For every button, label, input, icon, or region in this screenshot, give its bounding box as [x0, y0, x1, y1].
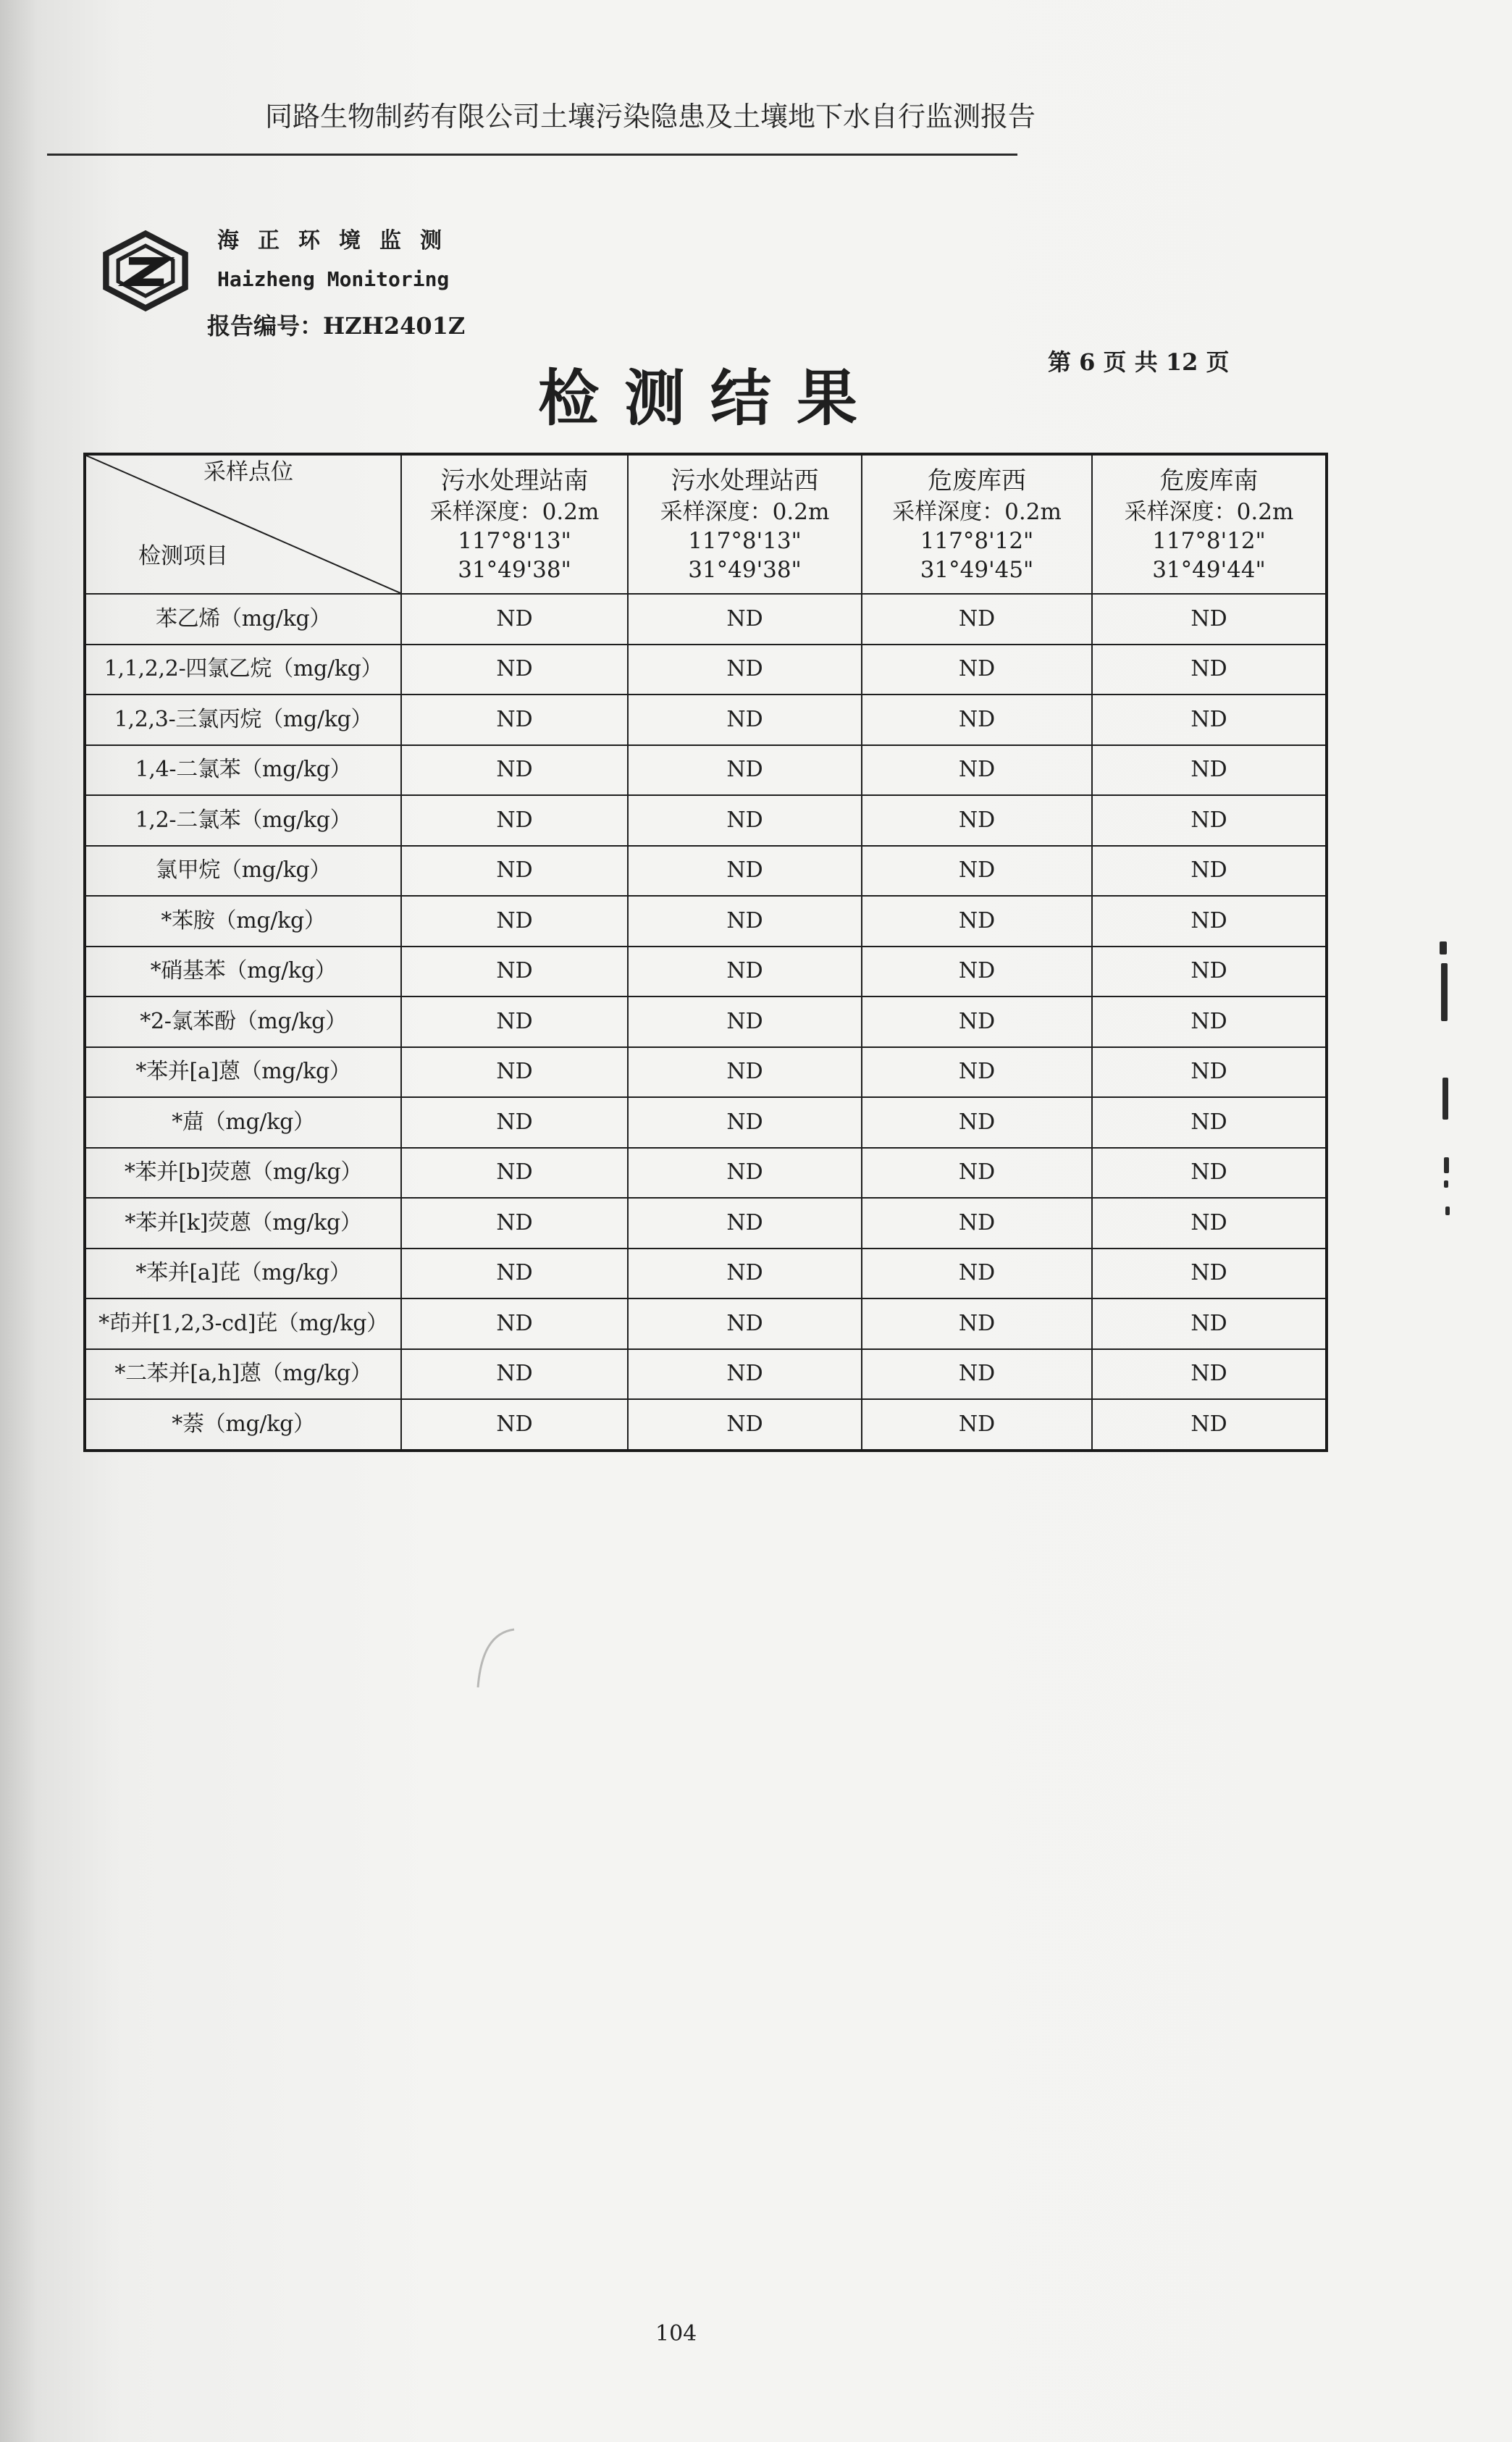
sampling-depth: 采样深度：0.2m: [429, 499, 600, 525]
value-cell: ND: [862, 846, 1092, 897]
sampling-site-name: 污水处理站西: [671, 466, 819, 495]
table-row: [85, 1298, 1327, 1349]
value-cell: ND: [1092, 1349, 1327, 1400]
value-cell: ND: [862, 1349, 1092, 1400]
value-cell: ND: [401, 1097, 628, 1148]
value-cell: ND: [1092, 1148, 1327, 1199]
sampling-depth: 采样深度：0.2m: [1124, 499, 1294, 525]
table-row: [85, 1198, 1327, 1249]
test-item-cell: 1,2-二氯苯（mg/kg）: [85, 795, 401, 846]
scan-mark: [1445, 1207, 1450, 1215]
report-header-title: 同路生物制药有限公司土壤污染隐患及土壤地下水自行监测报告: [265, 101, 1036, 133]
value-cell: ND: [862, 1148, 1092, 1199]
value-cell: ND: [628, 846, 862, 897]
value-cell: ND: [1092, 1298, 1327, 1349]
value-cell: ND: [628, 1097, 862, 1148]
test-item-cell: 氯甲烷（mg/kg）: [85, 846, 401, 897]
table-row: [85, 996, 1327, 1047]
value-cell: ND: [1092, 846, 1327, 897]
value-cell: ND: [1092, 1198, 1327, 1249]
value-cell: ND: [1092, 795, 1327, 846]
table-row: [85, 896, 1327, 947]
value-cell: ND: [628, 896, 862, 947]
value-cell: ND: [862, 1097, 1092, 1148]
table-row: [85, 695, 1327, 745]
value-cell: ND: [862, 947, 1092, 997]
value-cell: ND: [401, 1349, 628, 1400]
test-item-cell: 1,2,3-三氯丙烷（mg/kg）: [85, 695, 401, 745]
test-item-cell: *2-氯苯酚（mg/kg）: [85, 996, 401, 1047]
table-header-row: [85, 454, 1327, 594]
table-row: [85, 594, 1327, 645]
longitude: 117°8'13": [688, 528, 802, 554]
value-cell: ND: [628, 695, 862, 745]
value-cell: ND: [862, 1298, 1092, 1349]
table-row: [85, 947, 1327, 997]
table-row: [85, 1399, 1327, 1451]
test-item-cell: *苯并[b]荧蒽（mg/kg）: [85, 1148, 401, 1199]
value-cell: ND: [401, 1298, 628, 1349]
test-item-cell: *萘（mg/kg）: [85, 1399, 401, 1451]
scan-smudge: [463, 1622, 550, 1709]
scan-mark: [1444, 1180, 1448, 1188]
value-cell: ND: [628, 645, 862, 695]
table-row: [85, 1148, 1327, 1199]
value-cell: ND: [401, 846, 628, 897]
value-cell: ND: [628, 745, 862, 796]
column-header: [1092, 454, 1327, 594]
value-cell: ND: [628, 1047, 862, 1098]
value-cell: ND: [628, 1148, 862, 1199]
value-cell: ND: [1092, 745, 1327, 796]
table-row: [85, 1047, 1327, 1098]
table-row: [85, 1249, 1327, 1299]
value-cell: ND: [862, 896, 1092, 947]
value-cell: ND: [628, 947, 862, 997]
value-cell: ND: [628, 594, 862, 645]
test-item-cell: *苯胺（mg/kg）: [85, 896, 401, 947]
corner-label-sampling-site: 采样点位: [203, 459, 293, 485]
value-cell: ND: [862, 996, 1092, 1047]
table-row: [85, 846, 1327, 897]
test-item-cell: *茚并[1,2,3-cd]芘（mg/kg）: [85, 1298, 401, 1349]
value-cell: ND: [862, 1399, 1092, 1451]
value-cell: ND: [862, 795, 1092, 846]
value-cell: ND: [628, 996, 862, 1047]
value-cell: ND: [1092, 1249, 1327, 1299]
value-cell: ND: [1092, 947, 1327, 997]
value-cell: ND: [401, 1249, 628, 1299]
column-header: [628, 454, 862, 594]
haizheng-logo-icon: [100, 229, 191, 313]
value-cell: ND: [628, 1198, 862, 1249]
test-item-cell: 1,4-二氯苯（mg/kg）: [85, 745, 401, 796]
value-cell: ND: [862, 695, 1092, 745]
value-cell: ND: [628, 1399, 862, 1451]
value-cell: ND: [862, 594, 1092, 645]
company-name-cn: 海正环境监测: [217, 228, 461, 253]
value-cell: ND: [628, 1249, 862, 1299]
test-item-cell: *二苯并[a,h]蒽（mg/kg）: [85, 1349, 401, 1400]
table-row: [85, 1349, 1327, 1400]
value-cell: ND: [628, 795, 862, 846]
scan-mark: [1442, 1078, 1448, 1120]
sampling-depth: 采样深度：0.2m: [660, 499, 830, 525]
table-row: [85, 745, 1327, 796]
test-item-cell: 1,1,2,2-四氯乙烷（mg/kg）: [85, 645, 401, 695]
scan-mark: [1441, 963, 1448, 1021]
value-cell: ND: [628, 1298, 862, 1349]
results-table: [83, 453, 1328, 1452]
value-cell: ND: [401, 896, 628, 947]
sampling-depth: 采样深度：0.2m: [892, 499, 1062, 525]
value-cell: ND: [401, 947, 628, 997]
table-row: [85, 1097, 1327, 1148]
value-cell: ND: [862, 1047, 1092, 1098]
value-cell: ND: [862, 745, 1092, 796]
longitude: 117°8'12": [920, 528, 1034, 554]
test-item-cell: *苯并[a]芘（mg/kg）: [85, 1249, 401, 1299]
value-cell: ND: [401, 1198, 628, 1249]
latitude: 31°49'38": [688, 557, 802, 583]
corner-label-test-item: 检测项目: [138, 543, 228, 569]
table-row: [85, 795, 1327, 846]
scan-mark: [1440, 941, 1447, 954]
test-item-cell: *苯并[a]蒽（mg/kg）: [85, 1047, 401, 1098]
section-title: 检测结果: [538, 362, 883, 434]
value-cell: ND: [401, 745, 628, 796]
value-cell: ND: [401, 645, 628, 695]
longitude: 117°8'13": [458, 528, 571, 554]
header-rule: [47, 154, 1017, 156]
value-cell: ND: [401, 795, 628, 846]
value-cell: ND: [1092, 896, 1327, 947]
test-item-cell: *䓛（mg/kg）: [85, 1097, 401, 1148]
value-cell: ND: [862, 645, 1092, 695]
company-name-en: Haizheng Monitoring: [217, 267, 450, 291]
value-cell: ND: [1092, 645, 1327, 695]
value-cell: ND: [401, 695, 628, 745]
value-cell: ND: [401, 996, 628, 1047]
latitude: 31°49'44": [1152, 557, 1266, 583]
column-header: [401, 454, 628, 594]
value-cell: ND: [1092, 695, 1327, 745]
table-row: [85, 645, 1327, 695]
value-cell: ND: [401, 1399, 628, 1451]
value-cell: ND: [1092, 594, 1327, 645]
value-cell: ND: [1092, 996, 1327, 1047]
report-number: 报告编号：HZH2401Z: [207, 312, 466, 340]
corner-header-cell: [85, 454, 401, 594]
test-item-cell: 苯乙烯（mg/kg）: [85, 594, 401, 645]
column-header: [862, 454, 1092, 594]
value-cell: ND: [401, 1148, 628, 1199]
test-item-cell: *硝基苯（mg/kg）: [85, 947, 401, 997]
sampling-site-name: 危废库西: [928, 466, 1026, 495]
test-item-cell: *苯并[k]荧蒽（mg/kg）: [85, 1198, 401, 1249]
scan-mark: [1444, 1157, 1449, 1173]
value-cell: ND: [1092, 1097, 1327, 1148]
value-cell: ND: [862, 1198, 1092, 1249]
sampling-site-name: 危废库南: [1159, 466, 1259, 495]
value-cell: ND: [1092, 1047, 1327, 1098]
sampling-site-name: 污水处理站南: [440, 466, 589, 495]
page-info: 第 6 页 共 12 页: [1048, 348, 1230, 376]
latitude: 31°49'38": [458, 557, 571, 583]
value-cell: ND: [628, 1349, 862, 1400]
latitude: 31°49'45": [920, 557, 1034, 583]
value-cell: ND: [401, 594, 628, 645]
longitude: 117°8'12": [1152, 528, 1266, 554]
value-cell: ND: [1092, 1399, 1327, 1451]
value-cell: ND: [862, 1249, 1092, 1299]
value-cell: ND: [401, 1047, 628, 1098]
page-number: 104: [655, 2321, 697, 2346]
